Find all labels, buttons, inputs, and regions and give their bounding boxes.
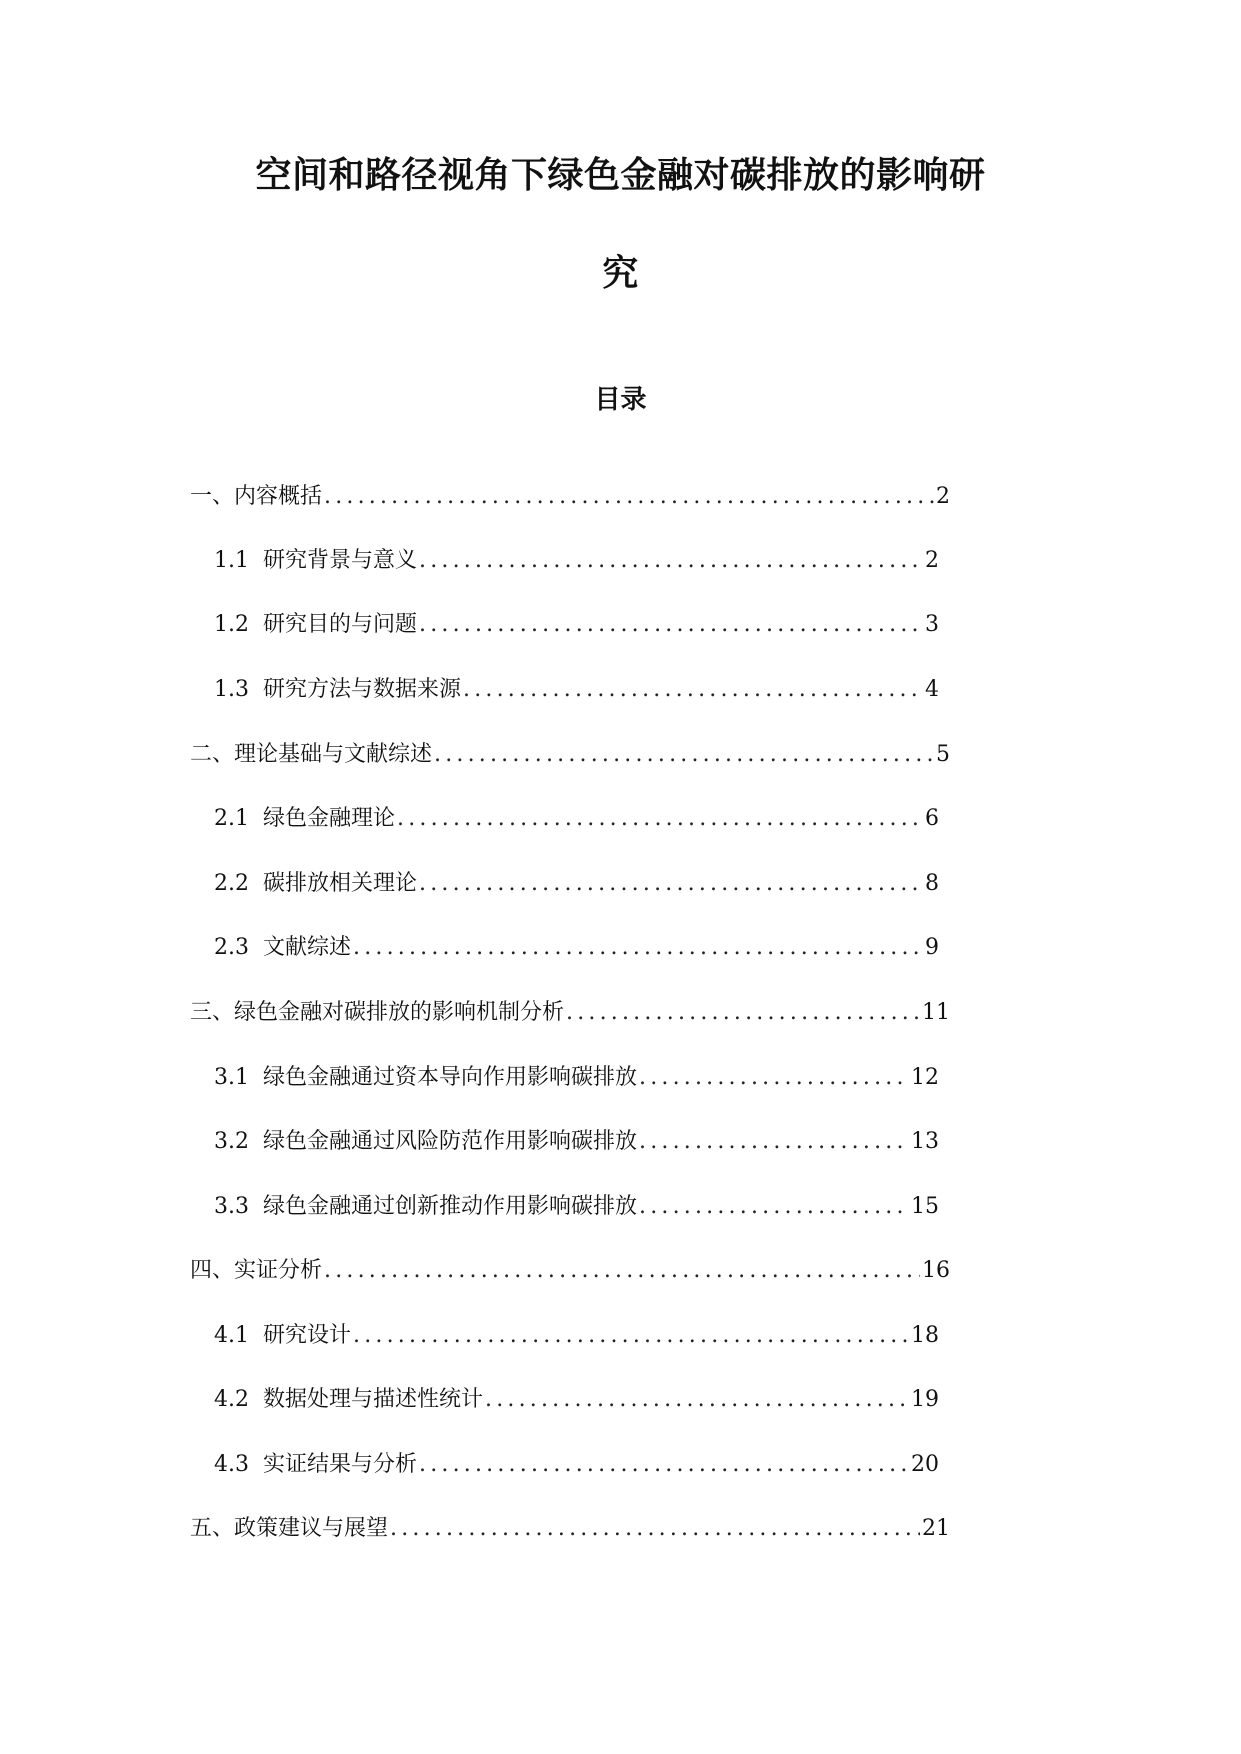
toc-page-number: 5 bbox=[936, 742, 950, 767]
toc-dot-leader bbox=[419, 1451, 909, 1479]
toc-page-number: 18 bbox=[911, 1323, 939, 1348]
toc-dot-leader bbox=[485, 1386, 909, 1414]
toc-section-number: 4.2 bbox=[214, 1387, 249, 1412]
toc-page-number: 19 bbox=[911, 1387, 939, 1412]
toc-entry-title: 研究设计 bbox=[263, 1323, 352, 1348]
toc-section-number: 2.3 bbox=[214, 935, 249, 960]
toc-page-number: 2 bbox=[936, 484, 950, 509]
toc-entry-title: 文献综述 bbox=[263, 935, 352, 960]
toc-entry-title: 绿色金融理论 bbox=[263, 806, 396, 831]
toc-entry[interactable] bbox=[214, 611, 939, 639]
toc-dot-leader bbox=[639, 1128, 909, 1156]
toc-entry-title: 研究方法与数据来源 bbox=[263, 677, 462, 702]
toc-dot-leader bbox=[324, 1257, 920, 1285]
toc-entry-title: 一、内容概括 bbox=[190, 484, 323, 509]
toc-entry[interactable] bbox=[214, 1322, 939, 1350]
toc-page-number: 2 bbox=[925, 548, 939, 573]
toc-page-number: 8 bbox=[925, 871, 939, 896]
toc-entry-title: 数据处理与描述性统计 bbox=[263, 1387, 484, 1412]
toc-entry[interactable] bbox=[190, 1515, 950, 1543]
toc-page-number: 6 bbox=[925, 806, 939, 831]
document-title-line-1: 空间和路径视角下绿色金融对碳排放的影响研 bbox=[255, 154, 986, 196]
toc-entry-title: 二、理论基础与文献综述 bbox=[190, 742, 433, 767]
toc-entry-title: 四、实证分析 bbox=[190, 1258, 323, 1283]
toc-entry[interactable] bbox=[214, 870, 939, 898]
toc-section-number: 1.3 bbox=[214, 677, 249, 702]
toc-dot-leader bbox=[434, 741, 934, 769]
toc-entry[interactable] bbox=[214, 547, 939, 575]
toc-entry[interactable] bbox=[190, 483, 950, 511]
toc-section-number: 1.1 bbox=[214, 548, 249, 573]
toc-page-number: 4 bbox=[925, 677, 939, 702]
toc-page-number: 11 bbox=[922, 1000, 950, 1025]
toc-dot-leader bbox=[639, 1064, 909, 1092]
toc-entry-title: 研究背景与意义 bbox=[263, 548, 418, 573]
toc-entry[interactable] bbox=[214, 1451, 939, 1479]
toc-heading: 目录 bbox=[594, 385, 647, 415]
toc-page-number: 12 bbox=[911, 1065, 939, 1090]
toc-dot-leader bbox=[419, 870, 923, 898]
toc-entry-title: 绿色金融通过资本导向作用影响碳排放 bbox=[263, 1065, 638, 1090]
toc-section-number: 4.3 bbox=[214, 1452, 249, 1477]
toc-page-number: 16 bbox=[922, 1258, 950, 1283]
toc-entry[interactable] bbox=[190, 741, 950, 769]
toc-page-number: 21 bbox=[922, 1516, 950, 1541]
toc-page-number: 9 bbox=[925, 935, 939, 960]
toc-dot-leader bbox=[390, 1515, 920, 1543]
toc-page-number: 13 bbox=[911, 1129, 939, 1154]
toc-entry[interactable] bbox=[214, 1064, 939, 1092]
toc-entry[interactable] bbox=[190, 1257, 950, 1285]
toc-entry[interactable] bbox=[214, 1386, 939, 1414]
toc-section-number: 3.1 bbox=[214, 1065, 249, 1090]
toc-dot-leader bbox=[353, 934, 923, 962]
toc-section-number: 2.2 bbox=[214, 871, 249, 896]
toc-page-number: 3 bbox=[925, 612, 939, 637]
toc-dot-leader bbox=[419, 547, 923, 575]
toc-section-number: 3.3 bbox=[214, 1194, 249, 1219]
toc-entry-title: 三、绿色金融对碳排放的影响机制分析 bbox=[190, 1000, 565, 1025]
toc-dot-leader bbox=[397, 805, 923, 833]
toc-entry-title: 碳排放相关理论 bbox=[263, 871, 418, 896]
toc-entry-title: 实证结果与分析 bbox=[263, 1452, 418, 1477]
toc-entry[interactable] bbox=[214, 1193, 939, 1221]
toc-dot-leader bbox=[324, 483, 934, 511]
toc-page-number: 15 bbox=[911, 1194, 939, 1219]
toc-entry[interactable] bbox=[190, 999, 950, 1027]
toc-entry[interactable] bbox=[214, 676, 939, 704]
toc-dot-leader bbox=[566, 999, 920, 1027]
toc-entry[interactable] bbox=[214, 1128, 939, 1156]
document-title-line-2: 究 bbox=[602, 252, 639, 294]
toc-section-number: 1.2 bbox=[214, 612, 249, 637]
toc-entry-title: 五、政策建议与展望 bbox=[190, 1516, 389, 1541]
toc-entry-title: 绿色金融通过风险防范作用影响碳排放 bbox=[263, 1129, 638, 1154]
toc-dot-leader bbox=[639, 1193, 909, 1221]
toc-page-number: 20 bbox=[911, 1452, 939, 1477]
toc-dot-leader bbox=[419, 611, 923, 639]
toc-dot-leader bbox=[463, 676, 923, 704]
toc-section-number: 2.1 bbox=[214, 806, 249, 831]
toc-entry-title: 研究目的与问题 bbox=[263, 612, 418, 637]
toc-section-number: 4.1 bbox=[214, 1323, 249, 1348]
toc-entry[interactable] bbox=[214, 934, 939, 962]
toc-entry[interactable] bbox=[214, 805, 939, 833]
toc-entry-title: 绿色金融通过创新推动作用影响碳排放 bbox=[263, 1194, 638, 1219]
toc-section-number: 3.2 bbox=[214, 1129, 249, 1154]
toc-dot-leader bbox=[353, 1322, 909, 1350]
